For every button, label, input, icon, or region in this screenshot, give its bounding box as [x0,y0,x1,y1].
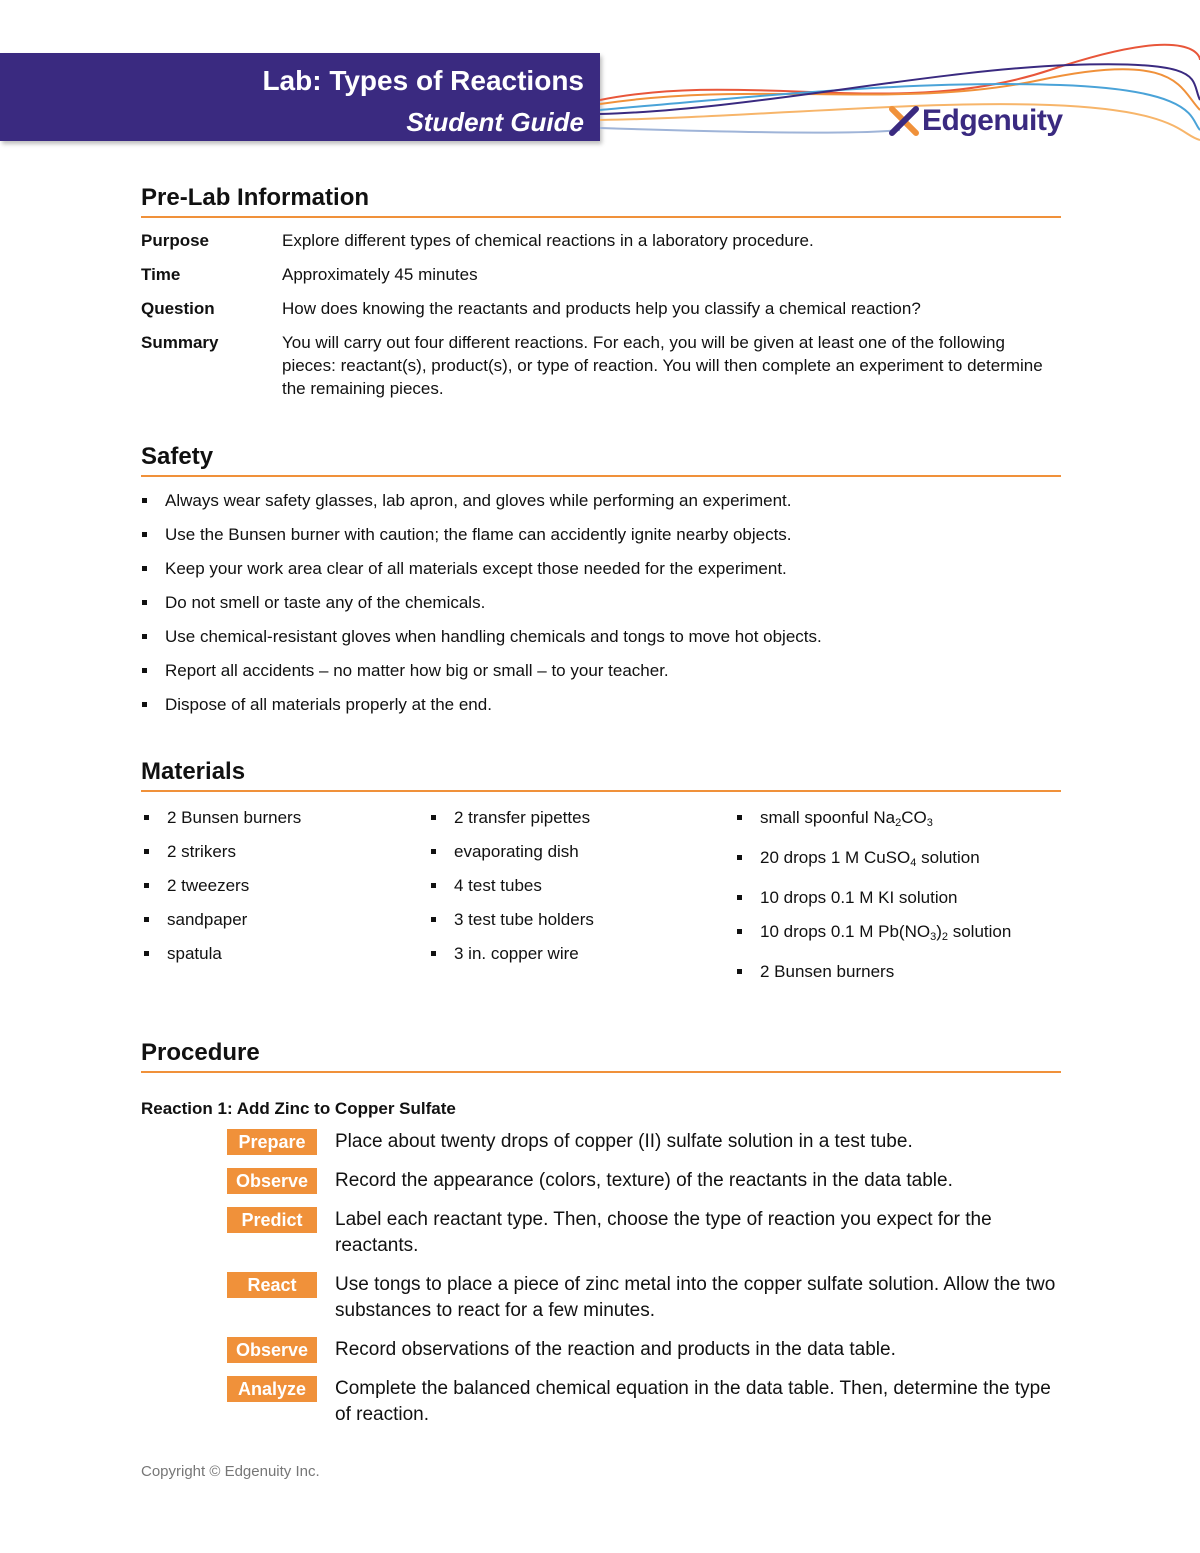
procedure-step [141,1129,1061,1155]
list-item: 3 test tube holders [428,908,734,931]
edgenuity-logo [888,104,1063,138]
safety-heading: Safety [141,443,1061,477]
safety-list [141,489,1061,716]
edgenuity-mark-icon [888,105,920,137]
list-item: 2 strikers [141,840,428,863]
list-item: spatula [141,942,428,965]
procedure-steps [141,1129,1061,1428]
procedure-heading: Procedure [141,1039,1061,1073]
list-item: sandpaper [141,908,428,931]
list-item: 10 drops 0.1 M KI solution [734,886,1061,909]
purpose-value: Explore different types of chemical reactions in a laboratory procedure. [282,231,814,250]
step-text: Use tongs to place a piece of zinc metal into the copper sulfate solution. Allow the two substances to react for a few minutes. [335,1274,1056,1321]
list-item: 20 drops 1 M CuSO$_4$ solution [734,846,1061,875]
materials-column-1 [141,806,428,994]
header-band [0,53,600,141]
procedure-step [141,1376,1061,1428]
step-label-react: React [227,1272,317,1298]
materials-column-3 [734,806,1061,994]
safety-section [141,443,1061,727]
list-item: 2 tweezers [141,874,428,897]
step-label-analyze: Analyze [227,1376,317,1402]
list-item: 2 transfer pipettes [428,806,734,829]
info-row [141,263,1061,286]
step-text: Place about twenty drops of copper (II) sulfate solution in a test tube. [335,1131,913,1152]
step-label-prepare: Prepare [227,1129,317,1155]
procedure-step [141,1168,1061,1194]
summary-value: You will carry out four different reactions. For each, you will be given at least one of the following pieces: reactant(s), product(s), or type of reaction. You will then complete an experiment to determine the remaining pieces. [282,333,1043,398]
logo-text: Edgenuity [922,104,1063,137]
purpose-label: Purpose [141,231,210,250]
list-item: Use chemical-resistant gloves when handling chemicals and tongs to move hot objects. [141,625,1061,648]
step-label-observe: Observe [227,1168,317,1194]
copyright-footer: Copyright © Edgenuity Inc. [141,1463,320,1480]
reaction-title: Reaction 1: Add Zinc to Copper Sulfate [141,1099,456,1118]
list-item: Dispose of all materials properly at the end. [141,693,1061,716]
time-label: Time [141,265,181,284]
prelab-heading: Pre-Lab Information [141,184,1061,218]
materials-column-2 [428,806,734,994]
lab-title: Lab: Types of Reactions [262,65,584,96]
step-label-observe: Observe [227,1337,317,1363]
procedure-section [141,1039,1061,1441]
list-item: 10 drops 0.1 M $Pb(NO_3)_2$ solution [734,920,1061,949]
info-row [141,229,1061,252]
list-item: 2 Bunsen burners [141,806,428,829]
step-text: Record the appearance (colors, texture) of the reactants in the data table. [335,1170,953,1191]
list-item: small spoonful $Na_2CO_3$ [734,806,1061,835]
summary-label: Summary [141,333,219,352]
procedure-step [141,1207,1061,1259]
list-item: Do not smell or taste any of the chemicals. [141,591,1061,614]
list-item: Report all accidents – no matter how big or small – to your teacher. [141,659,1061,682]
materials-heading: Materials [141,758,1061,792]
list-item: 3 in. copper wire [428,942,734,965]
prelab-section [141,184,1061,400]
procedure-step [141,1272,1061,1324]
procedure-step [141,1337,1061,1363]
list-item: evaporating dish [428,840,734,863]
question-value: How does knowing the reactants and products help you classify a chemical reaction? [282,299,921,318]
list-item: 2 Bunsen burners [734,960,1061,983]
list-item: Always wear safety glasses, lab apron, and gloves while performing an experiment. [141,489,1061,512]
step-text: Complete the balanced chemical equation in the data table. Then, determine the type of reaction. [335,1378,1051,1425]
list-item: 4 test tubes [428,874,734,897]
info-row [141,297,1061,320]
step-text: Label each reactant type. Then, choose the type of reaction you expect for the reactants. [335,1209,992,1256]
info-row [141,331,1061,400]
list-item: Keep your work area clear of all materials except those needed for the experiment. [141,557,1061,580]
question-label: Question [141,299,215,318]
list-item: Use the Bunsen burner with caution; the flame can accidently ignite nearby objects. [141,523,1061,546]
lab-subtitle: Student Guide [406,107,584,137]
step-text: Record observations of the reaction and products in the data table. [335,1339,896,1360]
materials-section [141,758,1061,994]
step-label-predict: Predict [227,1207,317,1233]
time-value: Approximately 45 minutes [282,265,478,284]
